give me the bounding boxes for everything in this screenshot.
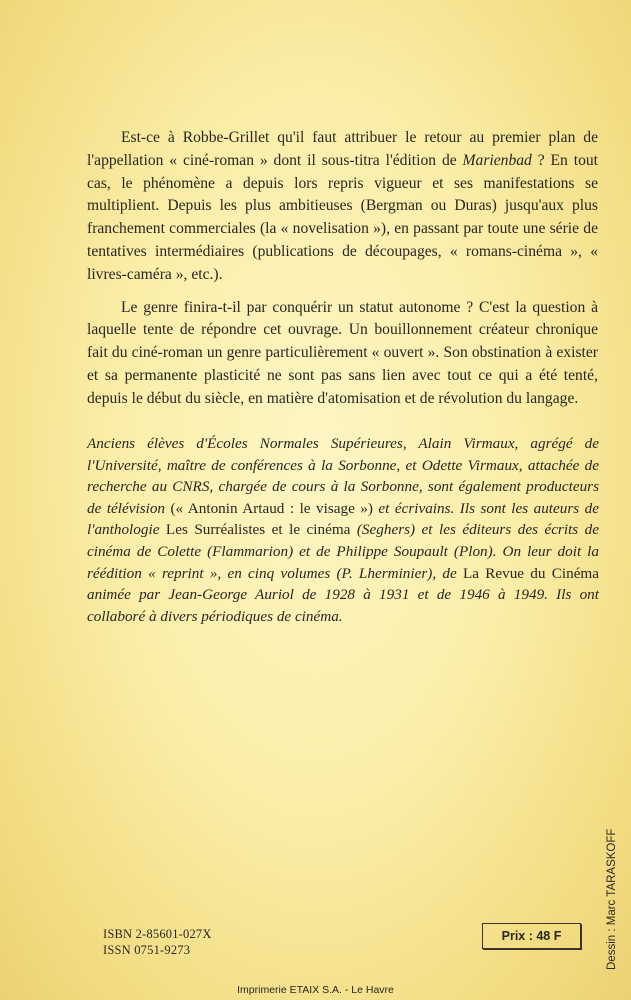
authors-bio	[87, 433, 599, 627]
bio-u2: Les Surréalistes et le cinéma	[165, 521, 351, 539]
bio-s2: et écrivains. Ils sont les auteurs de l'anthologie	[87, 499, 599, 539]
issn: ISSN 0751-9273	[103, 943, 191, 957]
bio-paragraph	[87, 433, 599, 627]
isbn-block	[103, 926, 212, 958]
bio-s1: Anciens élèves d'Écoles Normales Supérieures, Alain Virmaux, agrégé de l'Université, maître de conférences à la Sorbonne, et Odette Virmaux, attachée de recherche au CNRS, chargée de cours à la Sorbonne, sont également producteurs de télévision	[87, 435, 599, 517]
marienbad-title: Marienbad	[462, 151, 532, 169]
bio-u1: (« Antonin Artaud : le visage »)	[170, 499, 373, 517]
bio-s3: (Seghers) et les éditeurs des écrits de cinéma de Colette (Flammarion) et de Philippe Soupault (Plon). On leur doit la réédition « reprint », en cinq volumes (P. Lherminier), de	[87, 521, 600, 582]
bio-u3: La Revue du Cinéma	[462, 564, 599, 582]
printer-line: Imprimerie ETAIX S.A. - Le Havre	[237, 984, 394, 996]
bio-s4: animée par Jean-George Auriol de 1928 à 1931 et de 1946 à 1949. Ils ont collaboré à divers périodiques de cinéma.	[87, 586, 599, 625]
blurb-p1-start: Est-ce à Robbe-Grillet qu'il faut attribuer le retour au premier plan de l'appellation « ciné-roman » dont il sous-titra l'édition de	[87, 129, 598, 169]
blurb-paragraph-1	[87, 127, 598, 287]
blurb	[87, 127, 598, 421]
illustration-credit: Dessin : Marc TARASKOFF	[606, 828, 618, 970]
blurb-paragraph-2: Le genre finira-t-il par conquérir un statut autonome ? C'est la question à laquelle tente de répondre cet ouvrage. Un bouillonnement créateur chronique fait du ciné-roman un genre particulièrement « ouvert ». Son obstination à exister et sa permanente plasticité ne sont pas sans lien avec tout ce qui a été tenté, depuis le début du siècle, en matière d'atomisation et de révolution du langage.	[87, 298, 598, 407]
price-box: Prix : 48 F	[482, 923, 581, 949]
blurb-p1-end: ? En tout cas, le phénomène a depuis lors repris vigueur et ses manifestations se multiplient. Depuis les plus ambitieuses (Bergman ou Duras) jusqu'aux plus franchement commerciales (la « novelisation »), en passant par toute une série de tentatives intermédiaires (publications de découpages, « romans-cinéma », « livres-caméra », etc.).	[87, 151, 598, 283]
isbn: ISBN 2-85601-027X	[103, 927, 212, 941]
